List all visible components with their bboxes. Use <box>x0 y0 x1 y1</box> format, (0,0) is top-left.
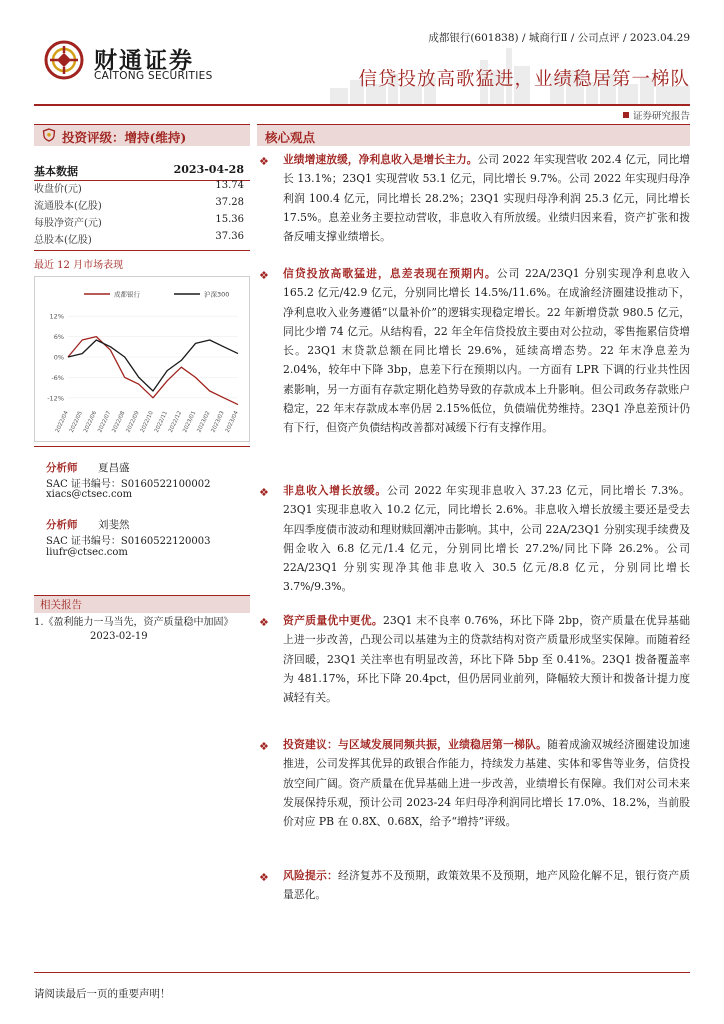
analyst-2-name: 刘斐然 <box>98 519 130 531</box>
chart-xtick-label: 2023/02 <box>196 410 212 434</box>
diamond-bullet-icon: ❖ <box>259 486 269 499</box>
footer-divider <box>34 972 690 973</box>
core-paragraph-heading: 风险提示： <box>283 869 339 882</box>
core-paragraph-heading: 信贷投放高歌猛进，息差表现在预期内。 <box>283 267 497 280</box>
chart-xtick-label: 2022/04 <box>54 410 70 434</box>
chart-xtick-label: 2022/05 <box>68 410 84 434</box>
chart-xtick-label: 2022/09 <box>125 410 141 434</box>
core-paragraph-body: 公司 22A/23Q1 分别实现净利息收入 165.2 亿元/42.9 亿元，分别同比增长 14.5%/11.6%。在成渝经济圈建设推动下，净利息收入业务遵循“以量补价”的逻辑实现稳定增长。22 年新增贷款 980.5 亿元，同比少增 74 亿元。从结构看，22 年全年信贷投放主要由对公拉动，零售拖累信贷增长。23Q1 末贷款总额在同比增长 29.6%，延续高增态势。22 年末净息差为 2.04%，较年中下降 3bp，息差下行在预期以内。一方面有 LPR 下调的行业共性因素影响，另一方面有存款定期化趋势导致的存款成本上升影响。但公司政务存款账户稳定，22 年末存款成本率仍居 2.15%低位，负债端优势维持。23Q1 净息差预计仍有下行，但资产负债结构改善都对减缓下行有支撑作用。 <box>283 267 690 435</box>
core-paragraph <box>283 611 690 707</box>
doc-type-tag <box>623 108 690 122</box>
basic-data-row-label: 收盘价(元) <box>34 184 82 195</box>
brand-name-cn: 财通证券 <box>94 48 194 74</box>
basic-data-row <box>34 197 244 212</box>
chart-xtick-label: 2022/06 <box>83 410 99 434</box>
report-meta: 成都银行(601838) / 城商行Ⅱ / 公司点评 / 2023.04.29 <box>428 32 690 44</box>
related-report-link[interactable]: 1.《盈利能力一马当先，资产质量稳中加固》 <box>34 617 234 628</box>
basic-data-label: 基本数据 <box>34 165 78 178</box>
core-paragraph-heading: 投资建议：与区域发展同频共振，业绩稳居第一梯队。 <box>283 738 548 751</box>
diamond-bullet-icon: ❖ <box>259 740 269 753</box>
core-paragraph <box>283 866 690 905</box>
chart-ytick-label: 0% <box>53 353 64 362</box>
core-views-bar <box>257 124 690 146</box>
basic-data-row-label: 每股净资产(元) <box>34 218 102 229</box>
caitong-logo-icon <box>44 40 84 80</box>
chart-legend-label: 沪深300 <box>204 290 230 299</box>
analyst-1-email[interactable]: xiacs@ctsec.com <box>46 489 133 500</box>
basic-data-row <box>34 180 244 195</box>
chart-divider <box>34 446 250 447</box>
chart-xtick-label: 2022/07 <box>97 410 113 434</box>
chart-xtick-label: 2023/01 <box>182 410 198 434</box>
performance-caption: 最近 12 月市场表现 <box>34 260 124 271</box>
core-paragraph-heading: 资产质量优中更优。 <box>283 614 383 627</box>
core-paragraph-body: 公司 2022 年实现营收 202.4 亿元，同比增长 13.1%；23Q1 实现营收 53.1 亿元，同比增长 9.7%。公司 2022 年实现归母净利润 100.4 亿元，同比增长 28.2%；23Q1 实现归母净利润 25.3 亿元，同比增长 17.5%。息差业务主要拉动营收，非息收入有所放缓。业绩归因来看，资产扩张和拨备反哺支撑业绩增长。 <box>283 153 690 244</box>
chart-xtick-label: 2022/10 <box>139 410 155 434</box>
core-paragraph <box>283 264 690 438</box>
market-performance-chart <box>34 276 250 442</box>
analyst-1-label: 分析师 <box>46 462 78 474</box>
basic-data-row-label: 总股本(亿股) <box>34 235 92 246</box>
core-paragraph-body: 经济复苏不及预期，政策效果不及预期，地产风险化解不足，银行资产质量恶化。 <box>283 869 691 902</box>
core-paragraph <box>283 735 690 831</box>
chart-ytick-label: 6% <box>53 333 64 342</box>
basic-data-row-value: 37.28 <box>215 197 244 208</box>
chart-xtick-label: 2023/03 <box>210 410 226 434</box>
related-reports-title: 相关报告 <box>40 599 82 611</box>
basic-data-row-value: 13.74 <box>215 180 244 191</box>
core-paragraph-body: 23Q1 末不良率 0.76%，环比下降 2bp，资产质量在优异基础上进一步改善，凸现公司以基建为主的贷款结构对资产质量形成坚实保障。而随着经济回暖，23Q1 关注率也有明显改善，环比下降 5bp 至 0.41%。23Q1 拨备覆盖率为 481.17%，环比下降 20.4pct，但仍居同业前列，降幅较大预计和拨备计提力度减轻有关。 <box>283 614 690 705</box>
basic-data-row-label: 流通股本(亿股) <box>34 201 102 212</box>
report-title: 信贷投放高歌猛进，业绩稳居第一梯队 <box>358 69 690 90</box>
core-paragraph <box>283 481 690 597</box>
doc-type-label: 证券研究报告 <box>632 111 690 122</box>
footer-disclaimer-note[interactable]: 请阅读最后一页的重要声明！ <box>34 988 171 1000</box>
basic-data-date: 2023-04-28 <box>173 163 244 176</box>
core-paragraph-heading: 非息收入增长放缓。 <box>283 484 387 497</box>
core-paragraph-body: 随着成渝双城经济圈建设加速推进，公司发挥其优异的政银合作能力，持续发力基建、实体和零售等业务，信贷投放空间广阔。资产质量在优异基础上进一步改善，业绩增长有保障。我们对公司未来发展保持乐观，预计公司 2023-24 年归母净利润同比增长 17.0%、18.2%，当前股价对应 PB 在 0.8X、0.68X，给予“增持”评级。 <box>283 738 691 829</box>
basic-data-header <box>34 163 250 181</box>
chart-ytick-label: -6% <box>51 373 64 382</box>
core-views-title: 核心观点 <box>265 130 316 145</box>
rating-text: 投资评级：增持(维持) <box>62 130 187 145</box>
chart-xtick-label: 2022/11 <box>153 410 169 434</box>
analyst-2-email[interactable]: liufr@ctsec.com <box>46 547 128 558</box>
related-reports-bar <box>34 595 250 613</box>
chart-xtick-label: 2022/08 <box>111 410 127 434</box>
diamond-bullet-icon: ❖ <box>259 269 269 282</box>
basic-data-row <box>34 231 244 246</box>
related-report-date: 2023-02-19 <box>90 631 148 642</box>
analyst-1-cert: SAC 证书编号：S0160522100002 <box>46 479 211 490</box>
chart-legend-label: 成都银行 <box>114 290 140 299</box>
title-divider <box>34 104 690 106</box>
diamond-bullet-icon: ❖ <box>259 871 269 884</box>
core-paragraph-heading: 业绩增速放缓，净利息收入是增长主力。 <box>283 153 478 166</box>
chart-ytick-label: -12% <box>47 394 64 403</box>
core-paragraph-body: 公司 2022 年实现非息收入 37.23 亿元，同比增长 7.3%。23Q1 实现非息收入 10.2 亿元，同比增长 2.6%。非息收入增长放缓主要还是受去年四季度债市波动和理财赎回潮冲击影响。其中，公司 22A/23Q1 分别实现手续费及佣金收入 6.8 亿元/1.4 亿元，分别同比增长 27.2%/同比下降 26.2%。公司 22A/23Q1 分别实现净其他非息收入 30.5 亿元/8.8 亿元，分别同比增长 3.7%/9.3%。 <box>283 484 690 594</box>
basic-data-row <box>34 214 244 229</box>
analyst-1-name: 夏昌盛 <box>98 462 130 474</box>
basic-data-row-value: 37.36 <box>215 231 244 242</box>
shield-icon <box>42 128 56 142</box>
rating-bar <box>34 124 250 146</box>
analyst-2-cert: SAC 证书编号：S0160522120003 <box>46 536 211 547</box>
square-marker-icon <box>623 112 629 118</box>
basic-data-divider <box>34 250 250 251</box>
chart-xtick-label: 2022/12 <box>168 410 184 434</box>
chart-xtick-label: 2023/04 <box>224 410 240 434</box>
core-paragraph <box>283 150 690 246</box>
basic-data-row-value: 15.36 <box>215 214 244 225</box>
diamond-bullet-icon: ❖ <box>259 616 269 629</box>
brand-name-en: CAITONG SECURITIES <box>94 70 213 82</box>
diamond-bullet-icon: ❖ <box>259 155 269 168</box>
analyst-2-label: 分析师 <box>46 519 78 531</box>
chart-ytick-label: 12% <box>49 312 64 321</box>
